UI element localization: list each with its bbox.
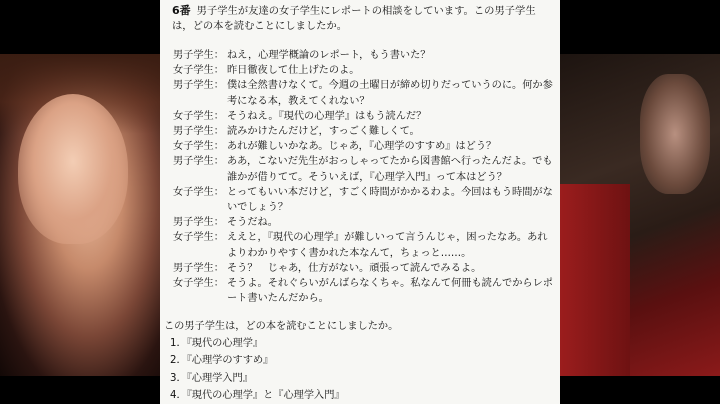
- speech-text: とってもいい本だけど，すごく時間がかかるわよ。今回はもう時間がないでしょう？: [227, 186, 553, 214]
- answer-option: 4．『現代の心理学』と『心理学入門』: [170, 389, 345, 401]
- speaker-label: 女子学生：: [173, 232, 224, 244]
- speaker-label: 男子学生：: [173, 217, 224, 229]
- document-page: [160, 0, 560, 404]
- speaker-label: 男子学生：: [173, 156, 224, 168]
- speaker-label: 男子学生：: [173, 50, 224, 61]
- speech-text: ああ，こないだ先生がおっしゃってたから図書館へ行ったんだよ。でも誰かが借りてて。そういえば，『心理学入門』って本はどう？: [227, 156, 553, 183]
- speech-text: 昨日徹夜して仕上げたのよ。: [227, 65, 360, 77]
- speaker-label: 男子学生：: [173, 126, 224, 138]
- video-red-region: [560, 184, 630, 376]
- speech-text: 読みかけたんだけど，すっごく難しくて。: [227, 126, 420, 138]
- video-face-region: [18, 94, 128, 244]
- video-frame-right: [560, 54, 720, 376]
- speech-text: 僕は全然書けなくて。今週の土曜日が締め切りだっていうのに。何か参考になる本，教えてくれない？: [227, 80, 553, 107]
- speaker-label: 女子学生：: [173, 65, 224, 77]
- speech-text: あれが難しいかなあ。じゃあ，『心理学のすすめ』はどう？: [227, 141, 497, 153]
- speech-text: そうだね。: [227, 217, 278, 229]
- speaker-label: 女子学生：: [173, 186, 224, 198]
- speech-text: そうねえ。『現代の心理学』はもう読んだ？: [227, 110, 427, 122]
- dialog-line: [173, 185, 557, 215]
- answer-options: [170, 335, 554, 404]
- dialog-line: [173, 78, 557, 108]
- dialog-transcript: [173, 48, 557, 306]
- answer-option: 2．『心理学のすすめ』: [170, 355, 274, 367]
- speaker-label: 女子学生：: [173, 278, 224, 290]
- dialog-line: [173, 215, 557, 230]
- problem-header: [172, 4, 556, 33]
- speech-text: そうよ。それぐらいがんばらなくちゃ。私なんて何冊も読んでからレポート書いたんだから。: [227, 278, 553, 305]
- dialog-line: [173, 230, 557, 260]
- question-text: この男子学生は，どの本を読むことにしましたか。: [164, 321, 399, 332]
- answer-option: 1．『現代の心理学』: [170, 338, 264, 349]
- answer-option: 3．『心理学入門』: [170, 372, 253, 384]
- speaker-label: 女子学生：: [173, 141, 224, 153]
- speaker-label: 男子学生：: [173, 262, 224, 274]
- dialog-line: [173, 63, 557, 78]
- problem-number: 6番: [172, 4, 191, 17]
- dialog-line: [173, 124, 557, 139]
- dialog-line: [173, 139, 557, 154]
- dialog-line: [173, 48, 557, 63]
- speech-text: ねえ，心理学概論のレポート，もう書いた？: [227, 50, 431, 61]
- dialog-line: [173, 154, 557, 184]
- speaker-label: 男子学生：: [173, 80, 224, 92]
- dialog-line: [173, 109, 557, 124]
- video-frame-left: [0, 54, 160, 376]
- video-figure-region: [640, 74, 710, 194]
- dialog-line: [173, 276, 557, 306]
- dialog-line: [173, 261, 557, 276]
- problem-intro: 男子学生が友達の女子学生にレポートの相談をしています。この男子学生は，どの本を読むことにしましたか。: [172, 5, 536, 32]
- speaker-label: 女子学生：: [173, 110, 224, 122]
- speech-text: そう？ じゃあ，仕方がない。頑張って読んでみるよ。: [227, 262, 482, 274]
- speech-text: ええと，『現代の心理学』が難しいって言うんじゃ，困ったなあ。あれよりわかりやすく書かれた本なんて，ちょっと……。: [227, 232, 548, 259]
